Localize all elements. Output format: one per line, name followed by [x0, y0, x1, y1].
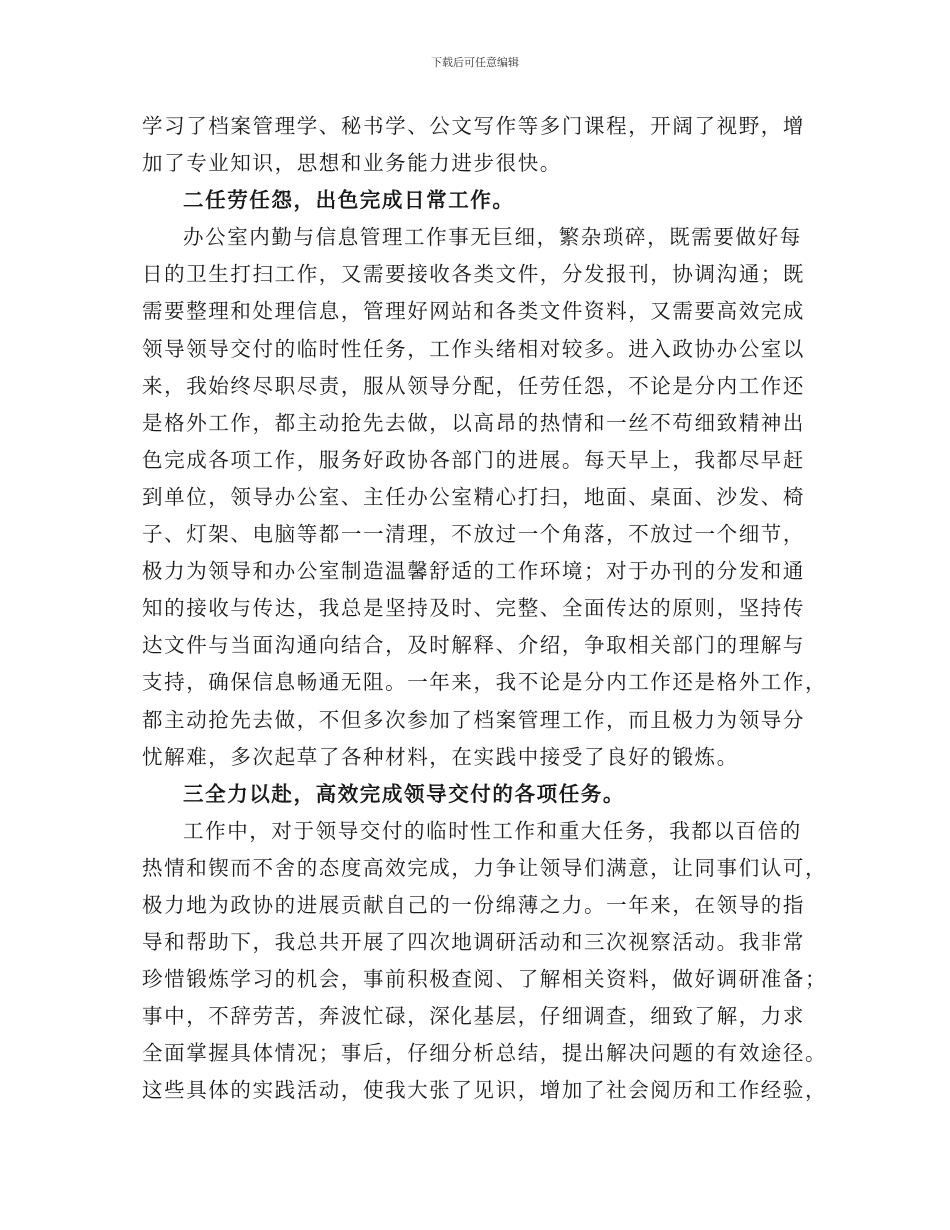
text-line: 极力地为政协的进展贡献自己的一份绵薄之力。一年来，在领导的指	[142, 892, 805, 917]
text-line: 导和帮助下，我总共开展了四次地调研活动和三次视察活动。我非常	[142, 930, 805, 955]
page-header: 下载后可任意编辑	[431, 56, 519, 69]
text-line: 极力为领导和办公室制造温馨舒适的工作环境；对于办刊的分发和通	[142, 559, 805, 584]
text-line: 忧解难，多次起草了各种材料，在实践中接受了良好的锻炼。	[142, 744, 739, 769]
text-line: 支持，确保信息畅通无阻。一年来，我不论是分内工作还是格外工作，	[142, 670, 828, 695]
text-line: 这些具体的实践活动，使我大张了见识，增加了社会阅历和工作经验，	[142, 1078, 828, 1103]
text-line: 工作中，对于领导交付的临时性工作和重大任务，我都以百倍的	[183, 818, 802, 843]
text-line: 知的接收与传达，我总是坚持及时、完整、全面传达的原则，坚持传	[142, 596, 805, 621]
text-line: 日的卫生打扫工作，又需要接收各类文件，分发报刊，协调沟通；既	[142, 262, 805, 287]
text-line: 全面掌握具体情况；事后，仔细分析总结，提出解决问题的有效途径。	[142, 1041, 828, 1066]
text-line: 达文件与当面沟通向结合，及时解释、介绍，争取相关部门的理解与	[142, 633, 805, 658]
text-line: 是格外工作，都主动抢先去做，以高昂的热情和一丝不苟细致精神出	[142, 410, 805, 435]
heading-text: 二任劳任怨，出色完成日常工作。	[183, 188, 515, 213]
text-line: 子、灯架、电脑等都一一清理，不放过一个角落，不放过一个细节，	[142, 522, 805, 547]
text-line: 学习了档案管理学、秘书学、公文写作等多门课程，开阔了视野，增	[142, 114, 805, 138]
text-line: 来，我始终尽职尽责，服从领导分配，任劳任怨，不论是分内工作还	[142, 373, 805, 398]
text-line: 办公室内勤与信息管理工作事无巨细，繁杂琐碎，既需要做好每	[183, 225, 802, 250]
text-line: 领导领导交付的临时性任务，工作头绪相对较多。进入政协办公室以	[142, 336, 805, 361]
paragraph-daily-work	[142, 219, 828, 775]
text-line: 加了专业知识，思想和业务能力进步很快。	[142, 151, 562, 176]
text-line: 色完成各项工作，服务好政协各部门的进展。每天早上，我都尽早赶	[142, 447, 805, 472]
paragraph-continuation	[142, 108, 814, 182]
text-line: 需要整理和处理信息，管理好网站和各类文件资料，又需要高效完成	[142, 299, 805, 324]
section-heading-3	[142, 776, 814, 813]
document-body	[142, 108, 828, 1110]
text-line: 到单位，领导办公室、主任办公室精心打扫，地面、桌面、沙发、椅	[142, 484, 805, 509]
heading-text: 三全力以赴，高效完成领导交付的各项任务。	[183, 781, 625, 806]
text-line: 热情和锲而不舍的态度高效完成，力争让领导们满意，让同事们认可，	[142, 855, 828, 880]
section-heading-2	[142, 182, 814, 219]
paragraph-leader-tasks	[142, 813, 828, 1110]
text-line: 事中，不辞劳苦，奔波忙碌，深化基层，仔细调查，细致了解，力求	[142, 1004, 805, 1029]
text-line: 都主动抢先去做，不但多次参加了档案管理工作，而且极力为领导分	[142, 707, 805, 732]
text-line: 珍惜锻炼学习的机会，事前积极查阅、了解相关资料，做好调研准备；	[142, 967, 828, 992]
